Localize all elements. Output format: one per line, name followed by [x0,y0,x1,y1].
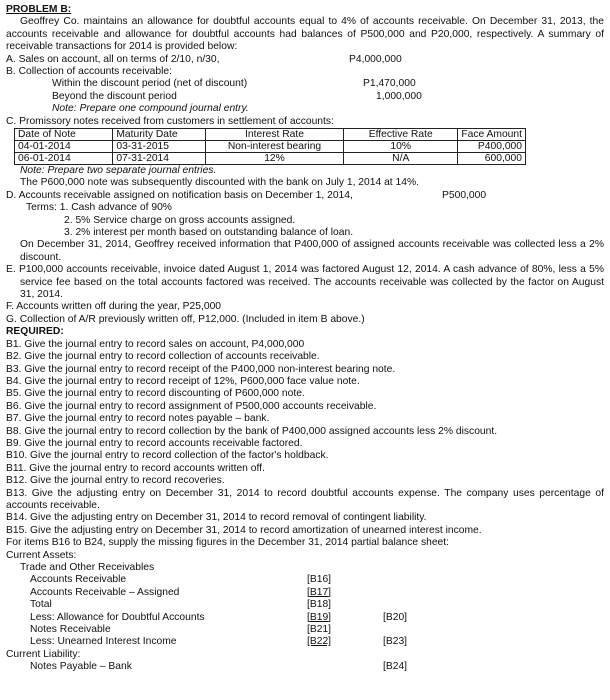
item-a-label: A. Sales on account, all on terms of 2/10, n/30, [6,53,220,65]
intro-text: Geoffrey Co. maintains an allowance for doubtful accounts equal to 4% of accounts receivable. On December 31, 2013, the accounts receivable and allowance for doubtful accounts had balances of P500,000 and P20,000, respectively. A summary of receivable transactions for 2014 is provided below: [6,16,604,53]
list-item: B10. Give the journal entry to record collection of the factor's holdback. [6,450,329,462]
bs-label: Less: Unearned Interest Income [30,636,177,648]
list-item: B5. Give the journal entry to record discounting of P600,000 note. [6,388,305,400]
bs-row [6,587,604,599]
notes-table-header [15,129,526,141]
bs-label: Trade and Other Receivables [20,562,155,573]
bs-row [6,661,604,673]
item-d-term2: 2. 5% Service charge on gross accounts assigned. [64,214,296,226]
list-item: B6. Give the journal entry to record assignment of P500,000 accounts receivable. [6,400,377,412]
item-b-line1-text: Within the discount period (net of discount) [52,78,248,90]
header-cell: Effective Rate [344,129,458,141]
item-d-paragraph: On December 31, 2014, Geoffrey received information that P400,000 of assigned accounts receivable was collected less a 2% discount. [20,239,604,263]
list-item: B4. Give the journal entry to record receipt of 12%, P600,000 face value note. [6,375,360,387]
item-d-term3: 3. 2% interest per month based on outstanding balance of loan. [64,227,354,239]
table-cell: 06-01-2014 [15,153,113,165]
table-cell: Non-interest bearing [205,141,343,153]
notes-table [14,128,526,165]
item-b-line2 [6,91,604,103]
item-c-extra: The P600,000 note was subsequently discounted with the bank on July 1, 2014 at 14%. [20,177,419,189]
list-item: B7. Give the journal entry to record notes payable – bank. [6,413,270,425]
problem-document [6,4,604,674]
table-row [15,153,526,165]
item-g: G. Collection of A/R previously written off, P12,000. (Included in item B above.) [6,313,365,325]
item-e: E. P100,000 accounts receivable, invoice dated August 1, 2014 was factored August 12, 2014. A cash advance of 80%, less a 5% service fee based on the total accounts factored was received. The accounts receivable was collected by the factor on August 31, 2014. [6,264,604,301]
item-f: F. Accounts written off during the year, P25,000 [6,301,222,313]
item-b-amount1: P1,470,000 [363,78,416,90]
bs-row [6,562,604,574]
balance-sheet-intro: For items B16 to B24, supply the missing figures in the December 31, 2014 partial balance sheet: [6,537,450,549]
item-b-amount2: 1,000,000 [376,90,422,102]
bs-value: [B16] [307,574,332,586]
list-item: B2. Give the journal entry to record collection of accounts receivable. [6,351,320,363]
item-a-amount: P4,000,000 [349,53,402,65]
header-cell: Date of Note [15,129,113,141]
item-b-label: B. Collection of accounts receivable: [6,66,172,78]
bs-value: [B18] [307,599,332,611]
table-cell: P400,000 [458,141,526,153]
list-item: B14. Give the adjusting entry on December 31, 2014 to record removal of contingent liability. [6,512,427,524]
partial-balance-sheet [6,550,604,674]
table-cell: 600,000 [458,153,526,165]
table-cell: 12% [205,153,343,165]
bs-value: [B19] [307,611,332,623]
bs-row [6,574,604,586]
table-cell: 03-31-2015 [113,141,206,153]
table-cell: 07-31-2014 [113,153,206,165]
table-cell: N/A [344,153,458,165]
list-item: B13. Give the adjusting entry on December 31, 2014 to record doubtful accounts expense. The company uses percentage of accounts receivable. [6,487,604,511]
item-d-label: D. Accounts receivable assigned on notification basis on December 1, 2014, [6,189,353,201]
header-cell: Face Amount [458,129,526,141]
bs-row [6,599,604,611]
bs-label: Total [30,599,52,611]
header-cell: Maturity Date [113,129,206,141]
bs-row [6,624,604,636]
list-item: B11. Give the journal entry to record accounts written off. [6,462,265,474]
list-item: B1. Give the journal entry to record sales on account, P4,000,000 [6,338,305,350]
bs-label: Less: Allowance for Doubtful Accounts [30,611,205,623]
header-cell: Interest Rate [205,129,343,141]
item-c-note: Note: Prepare two separate journal entries. [20,165,217,177]
list-item: B12. Give the journal entry to record recoveries. [6,475,225,487]
table-row [15,141,526,153]
list-item: B8. Give the journal entry to record collection by the bank of P400,000 assigned accounts less 2% discount. [6,425,498,437]
item-a [6,54,604,66]
bs-net-value: [B20] [383,611,408,623]
intro-paragraph [6,16,604,53]
item-b-line1 [6,78,604,90]
list-item: B3. Give the journal entry to record receipt of the P400,000 non-interest bearing note. [6,363,396,375]
list-item: B9. Give the journal entry to record accounts receivable factored. [6,437,303,449]
bs-label: Accounts Receivable [30,574,127,586]
item-b-note: Note: Prepare one compound journal entry. [52,103,249,115]
table-cell: 10% [344,141,458,153]
bs-row [6,636,604,648]
list-item: B15. Give the adjusting entry on December 31, 2014 to record amortization of unearned interest income. [6,524,482,536]
required-list [6,339,604,538]
current-liability-heading: Current Liability: [6,648,81,660]
item-d [6,190,604,202]
item-c-label: C. Promissory notes received from customers in settlement of accounts: [6,115,334,127]
current-assets-heading: Current Assets: [6,549,77,561]
bs-label: Notes Payable – Bank [30,661,132,673]
table-cell: 04-01-2014 [15,141,113,153]
bs-row [6,612,604,624]
bs-value: [B21] [307,623,332,635]
required-heading: REQUIRED: [6,326,64,338]
bs-label: Accounts Receivable – Assigned [30,586,180,598]
bs-value: [B17] [307,586,332,598]
item-d-amount: P500,000 [442,189,487,201]
bs-label: Notes Receivable [30,623,111,635]
problem-title: PROBLEM B: [6,4,72,15]
bs-net-value: [B24] [383,661,408,673]
item-d-terms: Terms: 1. Cash advance of 90% [26,202,172,214]
item-b-line2-text: Beyond the discount period [52,90,177,102]
bs-value: [B22] [307,636,332,648]
bs-net-value: [B23] [383,636,408,648]
